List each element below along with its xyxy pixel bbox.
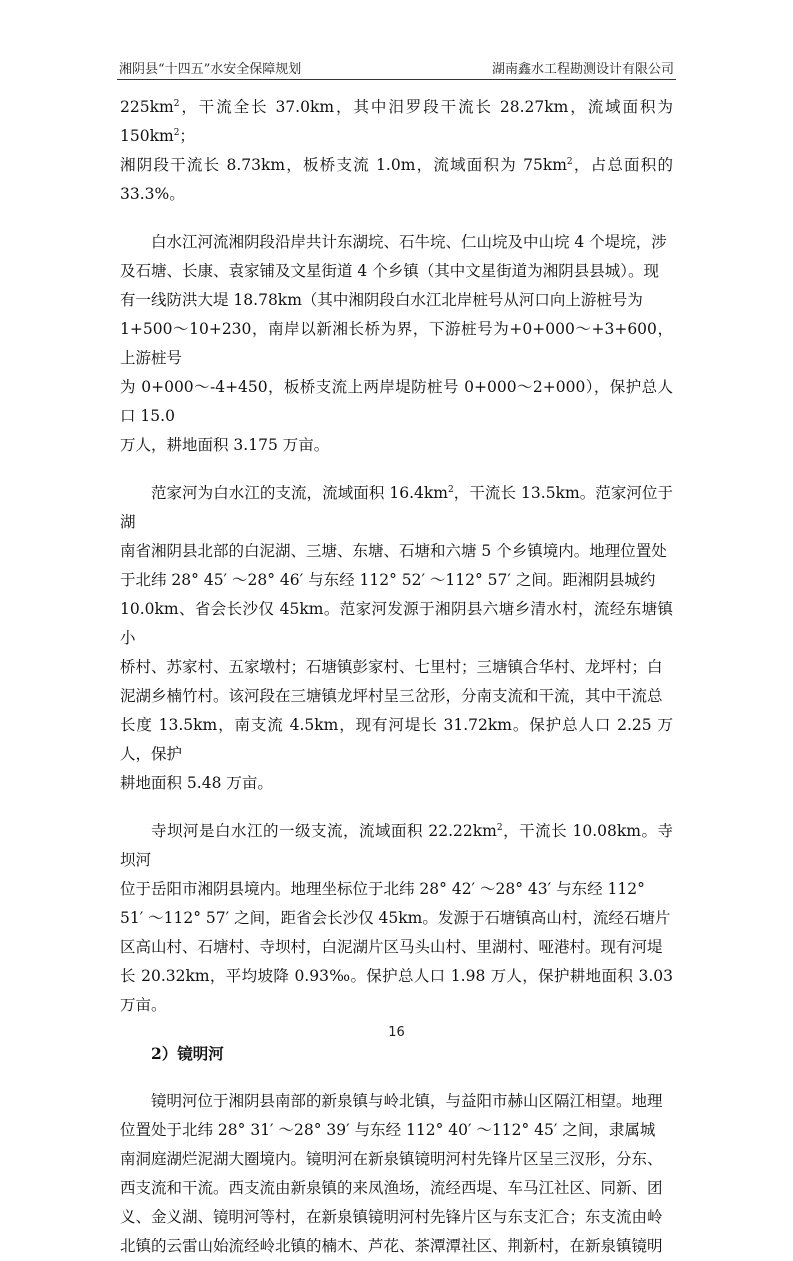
paragraph-fanjiahe: 范家河为白水江的支流，流域面积 $16.4km^2$，干流长 13.5km。范家河位于湖 南省湘阴县北部的白泥湖、三塘、东塘、石塘和六塘 5 个乡镇境内。地理位置处 于北纬 28° 45′ ～28° 46′ 与东经 112° 52′ ～112° 57′ 之间。距湘阴县城约 10.0km、省会长沙仅 45km。范家河发源于湘阴县六塘乡清水村，流经东塘镇小 桥村、苏家村、五家墩村；石塘镇彭家村、七里村；三塘镇合华村、龙坪村；白 泥湖乡楠竹村。该河段在三塘镇龙坪村呈三岔形，分南支流和干流，其中干流总 长度 13.5km，南支流 4.5km，现有河堤长 31.72km。保护总人口 2.25 万人，保护 耕地面积 5.48 万亩。	[120, 484, 674, 792]
header-divider	[117, 79, 676, 80]
paragraph-jingminghe: 镜明河位于湘阴县南部的新泉镇与岭北镇，与益阳市赫山区隔江相望。地理 位置处于北纬 28° 31′ ～28° 39′ 与东经 112° 40′ ～112° 45′ 之间，隶属城 南洞庭湖烂泥湖大圈境内。镜明河在新泉镇镜明河村先锋片区呈三汊形，分东、 西支流和干流。西支流由新泉镇的来凤渔场，流经西堤、车马江社区、同新、团 义、金义湖、镜明河等村，在新泉镇镜明河村先锋片区与东支汇合；东支流由岭 北镇的云雷山始流经岭北镇的楠木、芦花、茶潭潭社区、荆新村，在新泉镇镜明	[120, 1092, 663, 1255]
paragraph-continued: $225km^2$，干流全长 37.0km，其中汨罗段干流长 28.27km，流域面积为 $150km^2$； 湘阴段干流长 8.73km，板桥支流 1.0m，流域面积为 $75km^2$，占总面积的 33.3%。	[120, 98, 673, 203]
document-body	[120, 93, 673, 1261]
paragraph-baishuijiang: 白水江河流湘阴段沿岸共计东湖垸、石牛垸、仁山垸及中山垸 4 个堤垸，涉 及石塘、长康、袁家铺及文星街道 4 个乡镇（其中文星街道为湘阴县县城）。现 有一线防洪大堤 18.78km（其中湘阴段白水江北岸桩号从河口向上游桩号为 1+500～10+230，南岸以新湘长桥为界，下游桩号为+0+000～+3+600，上游桩号 为 0+000～-4+450，板桥支流上两岸堤防桩号 0+000～2+000），保护总人口 15.0 万人，耕地面积 3.175 万亩。	[120, 233, 673, 454]
header-company-name: 湖南鑫水工程勘测设计有限公司	[491, 62, 674, 77]
page-number: 16	[388, 1025, 405, 1040]
paragraph-sibahe: 寺坝河是白水江的一级支流，流域面积 $22.22km^2$，干流长 10.08km。寺坝河 位于岳阳市湘阴县境内。地理坐标位于北纬 28° 42′ ～28° 43′ 与东经 112° 51′ ～112° 57′ 之间，距省会长沙仅 45km。发源于石塘镇高山村，流经石塘片 区高山村、石塘村、寺坝村，白泥湖片区马头山村、里湖村、哑港村。现有河堤 长 20.32km，平均坡降 0.93‰。保护总人口 1.98 万人，保护耕地面积 3.03 万亩。	[120, 822, 673, 1014]
section-heading-jingminghe: 2）镜明河	[151, 1044, 224, 1063]
page-header	[117, 52, 676, 78]
header-document-title: 湘阴县“十四五”水安全保障规划	[119, 62, 302, 77]
